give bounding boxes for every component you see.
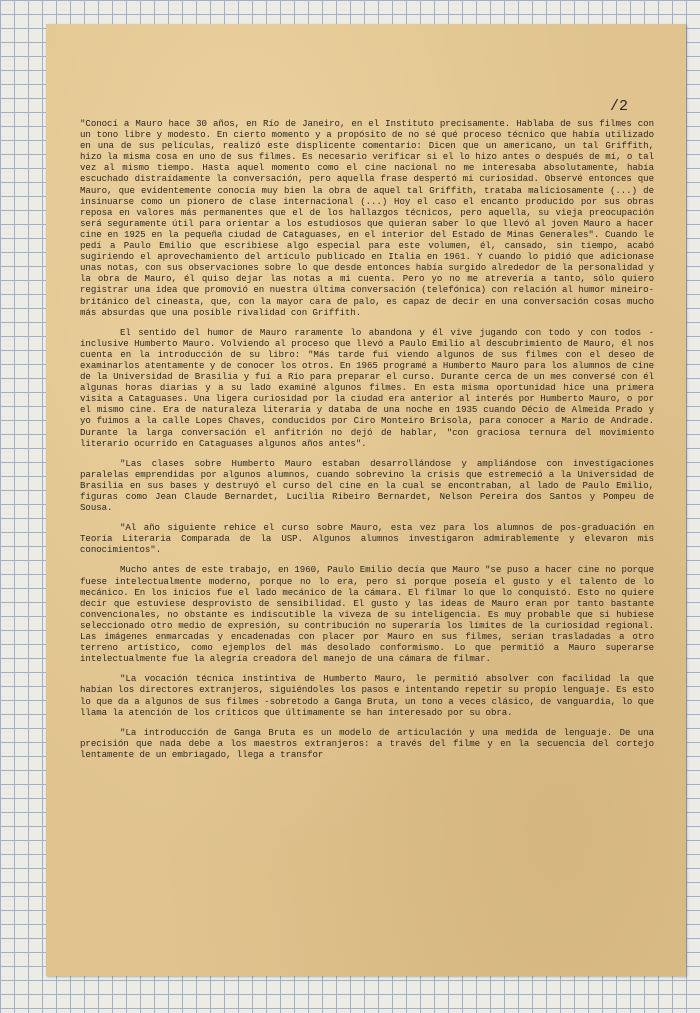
paragraph: "La introducción de Ganga Bruta es un modelo de articulación y una medida de lenguaje. De una precisión que nada debe a los maestros extranjeros: a través del filme y en la secuencia del cortejo lentamente de un embriagado, llega a transfor bbox=[80, 726, 654, 760]
paragraph: Mucho antes de este trabajo, en 1960, Paulo Emilio decía que Mauro "se puso a hacer cine no porque fuese intelectualmente moderno, porque no lo era, pero si porque poseía el gusto y el talento de lo mecánico. En los inicios fue el lado mecánico de la cámara. El filmar lo que lo conquistó. Esto no quiere decir que estuviese desprovisto de sensibilidad. El gusto y las ideas de Mauro eran por tanto bastante convencionales, no obstante es indiscutible la viveza de su inteligencia. Es muy probable que si hubiese seleccionado otro medio de expresión, su contribución no superaría los límites de la curiosidad regional. Las imágenes enmarcadas y encadenadas con placer por Mauro en sus filmes, serían trasladadas a otro terreno artístico, como ejemplos del más desolado conformismo. Lo que permitió a Mauro superarse intelectualmente fue la alegría creadora del manejo de una cámara de filmar. bbox=[80, 564, 654, 665]
paragraph: El sentido del humor de Mauro raramente lo abandona y él vive jugando con todo y con todos -inclusive Humberto Mauro. Volviendo al proceso que llevó a Paulo Emilio al descubrimiento de Mauro, él nos cuenta en la introducción de su libro: "Más tarde fuí viendo algunos de sus filmes con el deseo de examinarlos atentamente y de conocer los otros. En 1965 programé a Humberto Mauro para los alumnos de cine de la Universidad de Brasilia y fuí a Río para preparar el curso. Durante cerca de un mes conversé con él algunas horas diarias y a su lado examiné algunos filmes. En esta misma oportunidad hice una primera visita a Cataguases. Una ligera curiosidad por la ciudad era anterior al interés por Humberto Mauro, o por el mismo cine. Era de naturaleza literaria y databa de una noche en 1935 cuando Décio de Almeida Prado y yo fuimos a la calle Lopes Chaves, conducidos por Ciro Monteiro Brisola, para conocer a Mario de Andrade. Durante la larga conversación el anfitrión no dejó de hablar, "con graciosa ternura del movimiento literario ocurrido en Cataguases algunos años antes". bbox=[80, 326, 654, 449]
document-page bbox=[46, 24, 686, 976]
paragraph: "La vocación técnica instintiva de Humberto Mauro, le permitió absolver con facilidad la que habían los directores extranjeros, siguiéndoles los pasos e intentando repetir su propio lenguaje. Es esto lo que da a algunos de sus filmes -sobretodo a Ganga Bruta, un tono a veces clásico, de vanguardia, lo que llama la atención de los críticos que últimamente se han interesado por su obra. bbox=[80, 673, 654, 718]
paragraph: "Las clases sobre Humberto Mauro estaban desarrollándose y ampliándose con investigaciones paralelas emprendidas por algunos alumnos, cuando sobrevino la crisis que estremeció a la Universidad de Brasilia en sus bases y destruyó el curso del cine en la cual se encontraban, al lado de Paulo Emilio, figuras como Jean Claude Bernardet, Lucilia Ribeiro Bernardet, Nelson Pereira dos Santos y Pompeu de Sousa. bbox=[80, 457, 654, 514]
body-text bbox=[80, 118, 654, 769]
paragraph: "Conocí a Mauro hace 30 años, en Río de Janeiro, en el Instituto precisamente. Hablaba de sus filmes con un tono libre y modesto. En cierto momento y a propósito de no sé qué proceso técnico que había utilizado en una de sus películas, realizó este displicente comentario: Dicen que un americano, un tal Griffith, hizo la misma cosa en uno de sus filmes. Es necesario verificar si el lo hizo antes o después de mí, o tal vez al mismo tiempo. Hasta aquel momento como el cine nacional no me interesaba absolutamente, había escuchado distraídamente la conversación, pero aquella frase despertó mi curiosidad. Observé entonces que Mauro, que evidentemente conocía muy bien la obra de aquel tal Griffith, trataba maliciosamente (...) de insinuarse como un pionero de clase internacional (...) Hoy el caso el encanto producido por sus obras reposa en valores más permanentes que el de los hallazgos técnicos, pero aquella, su vieja preocupación será seguramente útil para orientar a los estudiosos que quieran saber lo que llevó al joven Mauro a hacer cine en 1925 en la pequeña ciudad de Cataguases, en el interior del Estado de Minas Generales". Cuando le pedí a Paulo Emilio que escribiese algo especial para este volumen, él, cansado, sin tiempo, acabó sugiriendo el aprovechamiento del artículo publicado en Italia en 1961. Y cuando lo pidió que adicionase unas notas, con sus observaciones sobre lo que desde entonces había surgido alrededor de la personalidad y la obra de Mauro, él quiso dejar las notas a mi cuenta. Pero yo no me atrevería a tanto, sólo quiero registrar una idea que promovió en nuestra última conversación (telefónica) con relación al humor mineiro-británico del cineasta, que, con la mayor cara de palo, es capaz de decir en una conversación cosas mucho más absurdas que una posible rivalidad con Griffith. bbox=[80, 118, 654, 318]
page-number: /2 bbox=[609, 98, 628, 115]
paragraph: "Al año siguiente rehice el curso sobre Mauro, esta vez para los alumnos de pos-graduación en Teoría Literaria Comparada de la USP. Algunos alumnos investigaron admirablemente y elevaron mis conocimientos". bbox=[80, 522, 654, 556]
